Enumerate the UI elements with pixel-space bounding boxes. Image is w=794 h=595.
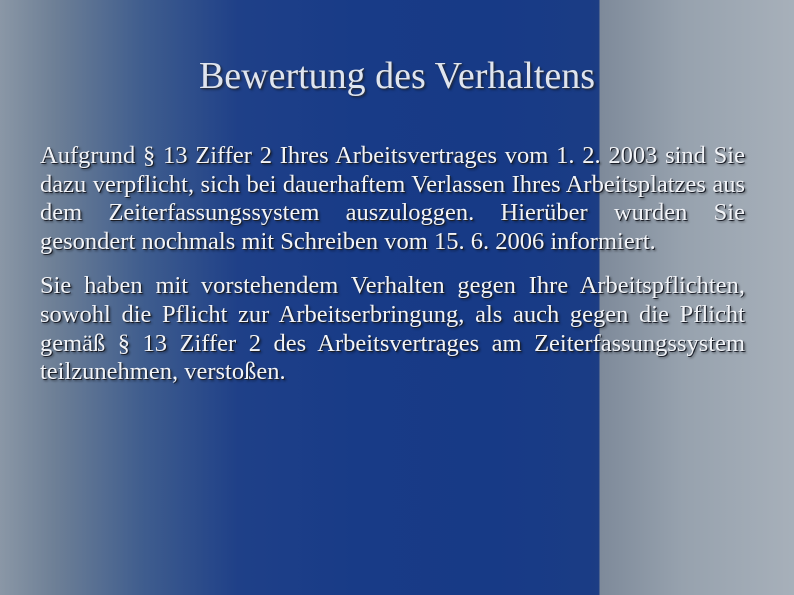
slide-title: Bewertung des Verhaltens (198, 55, 596, 97)
paragraph-2: Sie haben mit vorstehendem Verhalten gegen Ihre Arbeitspflichten, sowohl die Pflicht zur Arbeitserbringung, als auch gegen die Pflicht gemäß § 13 Ziffer 2 des Arbeitsvertrages am Zeiterfassungssystem teilzunehmen, verstoßen. (40, 272, 745, 386)
paragraph-1: Aufgrund § 13 Ziffer 2 Ihres Arbeitsvertrages vom 1. 2. 2003 sind Sie dazu verpflicht, sich bei dauerhaftem Verlassen Ihres Arbeitsplatzes aus dem Zeiterfassungssystem auszuloggen. Hierüber wurden Sie gesondert nochmals mit Schreiben vom 15. 6. 2006 informiert. (40, 142, 745, 255)
slide-body (40, 142, 745, 387)
